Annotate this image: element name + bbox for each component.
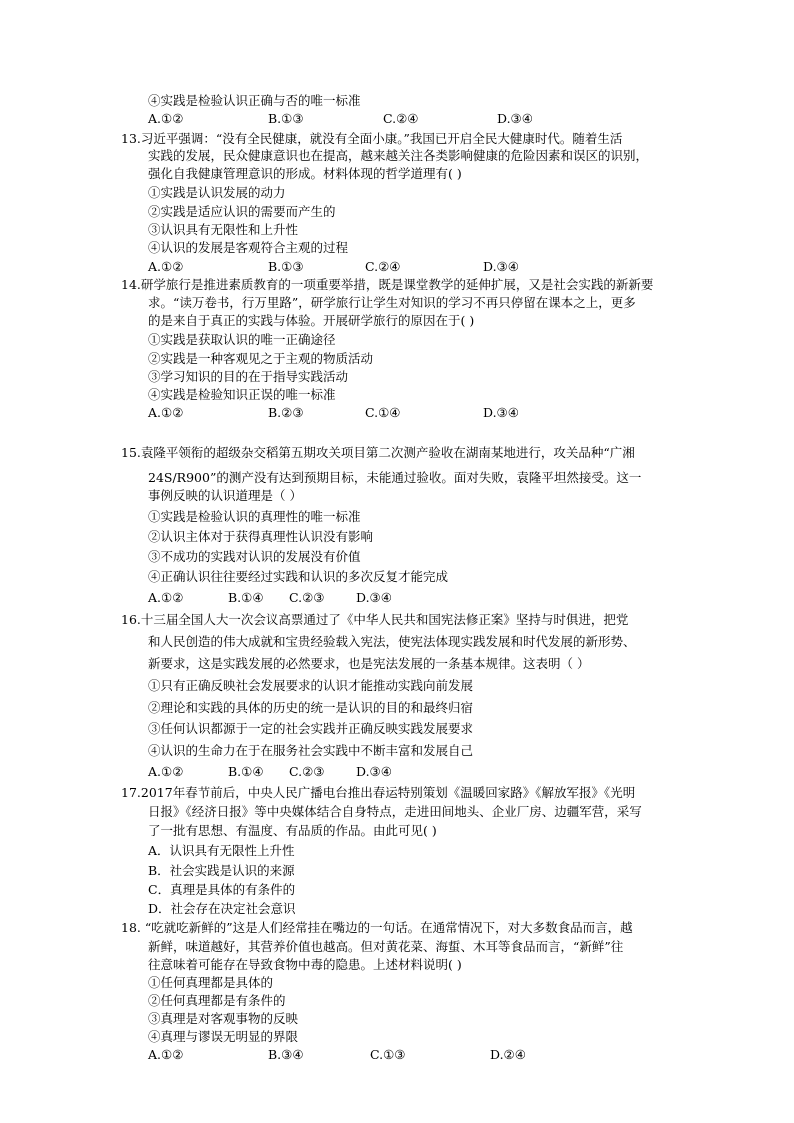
q13-item-3: ③认识具有无限性和上升性 — [148, 222, 299, 237]
q17-choice-b: B．社会实践是认识的来源 — [148, 863, 295, 878]
q18-stem-line-1: 18. “吃就吃新鲜的”这是人们经常挂在嘴边的一句话。在通常情况下，对大多数食品而言，越 — [121, 920, 633, 935]
q16-option-c: C.②③ — [289, 764, 325, 779]
q17-stem-line-3: 了一批有思想、有温度、有品质的作品。由此可见( ) — [148, 823, 437, 838]
q14-stem-line-1: 14.研学旅行是推进素质教育的一项重要举措，既是课堂教学的延伸扩展，又是社会实践的新新要 — [121, 277, 654, 292]
q13-stem-line-1: 13.习近平强调：“没有全民健康，就没有全面小康。”我国已开启全民大健康时代。随着生活 — [121, 131, 623, 146]
q18-item-3: ③真理是对客观事物的反映 — [148, 1011, 299, 1026]
q15-stem-line-2: 24S/R900”的测产没有达到预期目标，未能通过验收。面对失败，袁隆平坦然接受。这一 — [148, 470, 642, 485]
q15-option-b: B.①④ — [228, 590, 264, 605]
q18-option-b: B.③④ — [268, 1047, 304, 1062]
q12-option-b: B.①③ — [268, 111, 304, 126]
q17-choice-c: C．真理是具体的有条件的 — [148, 882, 296, 897]
q12-item-4: ④实践是检验认识正确与否的唯一标准 — [148, 93, 361, 108]
q16-option-d: D.③④ — [356, 764, 392, 779]
q17-stem-line-1: 17.2017年春节前后，中央人民广播电台推出春运特别策划《温暖回家路》《解放军报》《光明 — [121, 785, 636, 800]
q15-item-3: ③不成功的实践对认识的发展没有价值 — [148, 549, 361, 564]
q16-option-a: A.①② — [148, 764, 184, 779]
q16-item-3: ③任何认识都源于一定的社会实践并正确反映实践发展要求 — [148, 721, 474, 736]
q15-item-2: ②认识主体对于获得真理性认识没有影响 — [148, 529, 374, 544]
q13-item-2: ②实践是适应认识的需要而产生的 — [148, 204, 336, 219]
q15-option-a: A.①② — [148, 590, 184, 605]
q14-item-3: ③学习知识的目的在于指导实践活动 — [148, 369, 349, 384]
q18-item-2: ②任何真理都是有条件的 — [148, 993, 286, 1008]
q13-item-1: ①实践是认识发展的动力 — [148, 185, 286, 200]
q18-item-1: ①任何真理都是具体的 — [148, 975, 274, 990]
q14-option-c: C.①④ — [365, 405, 401, 420]
q13-option-a: A.①② — [148, 259, 184, 274]
q15-item-1: ①实践是检验认识的真理性的唯一标准 — [148, 509, 361, 524]
q15-stem-line-1: 15.袁隆平领衔的超级杂交稻第五期攻关项目第二次测产验收在湖南某地进行，攻关品种“广湘 — [121, 445, 635, 460]
q18-option-d: D.②④ — [490, 1047, 526, 1062]
q14-option-a: A.①② — [148, 405, 184, 420]
q14-item-4: ④实践是检验知识正误的唯一标准 — [148, 387, 336, 402]
q13-item-4: ④认识的发展是客观符合主观的过程 — [148, 240, 349, 255]
q17-choice-a: A．认识具有无限性上升性 — [148, 843, 295, 858]
q18-stem-line-3: 往意味着可能存在导致食物中毒的隐患。上述材料说明( ) — [148, 957, 462, 972]
q14-item-2: ②实践是一种客观见之于主观的物质活动 — [148, 351, 374, 366]
q16-item-2: ②理论和实践的具体的历史的统一是认识的目的和最终归宿 — [148, 700, 474, 715]
q15-stem-line-3: 事例反映的认识道理是（ ） — [148, 488, 302, 503]
q13-stem-line-3: 强化自我健康管理意识的形成。材料体现的哲学道理有( ) — [148, 166, 462, 181]
q15-item-4: ④正确认识往往要经过实践和认识的多次反复才能完成 — [148, 569, 449, 584]
q16-option-b: B.①④ — [228, 764, 264, 779]
q16-stem-line-1: 16.十三届全国人大一次会议高票通过了《中华人民共和国宪法修正案》坚持与时俱进，把党 — [121, 612, 629, 627]
q12-option-d: D.③④ — [497, 111, 533, 126]
q18-option-c: C.①③ — [370, 1047, 406, 1062]
q17-stem-line-2: 日报》《经济日报》等中央媒体结合自身特点，走进田间地头、企业厂房、边疆军营，采写 — [148, 804, 642, 819]
q18-stem-line-2: 新鲜，味道越好，其营养价值也越高。但对黄花菜、海蜇、木耳等食品而言，“新鲜”往 — [148, 939, 624, 954]
q13-option-b: B.①③ — [268, 259, 304, 274]
q14-option-d: D.③④ — [483, 405, 519, 420]
q16-stem-line-3: 新要求，这是实践发展的必然要求，也是宪法发展的一条基本规律。这表明（ ） — [148, 656, 590, 671]
q12-option-c: C.②④ — [383, 111, 419, 126]
q18-option-a: A.①② — [148, 1047, 184, 1062]
q12-option-a: A.①② — [148, 111, 184, 126]
q15-option-d: D.③④ — [356, 590, 392, 605]
q14-option-b: B.②③ — [268, 405, 304, 420]
q13-option-c: C.②④ — [365, 259, 401, 274]
q16-item-4: ④认识的生命力在于在服务社会实践中不断丰富和发展自己 — [148, 743, 474, 758]
q14-stem-line-2: 求。“读万卷书，行万里路”，研学旅行让学生对知识的学习不再只停留在课本之上，更多 — [148, 295, 636, 310]
q14-stem-line-3: 的是来自于真正的实践与体验。开展研学旅行的原因在于( ) — [148, 313, 475, 328]
q16-stem-line-2: 和人民创造的伟大成就和宝贵经验载入宪法，使宪法体现实践发展和时代发展的新形势、 — [148, 634, 636, 649]
q14-item-1: ①实践是获取认识的唯一正确途径 — [148, 332, 336, 347]
q16-item-1: ①只有正确反映社会发展要求的认识才能推动实践向前发展 — [148, 678, 474, 693]
q13-option-d: D.③④ — [483, 259, 519, 274]
q13-stem-line-2: 实践的发展，民众健康意识也在提高，越来越关注各类影响健康的危险因素和误区的识别， — [148, 148, 649, 163]
q18-item-4: ④真理与谬误无明显的界限 — [148, 1029, 299, 1044]
q17-choice-d: D．社会存在决定社会意识 — [148, 901, 296, 916]
q15-option-c: C.②③ — [289, 590, 325, 605]
